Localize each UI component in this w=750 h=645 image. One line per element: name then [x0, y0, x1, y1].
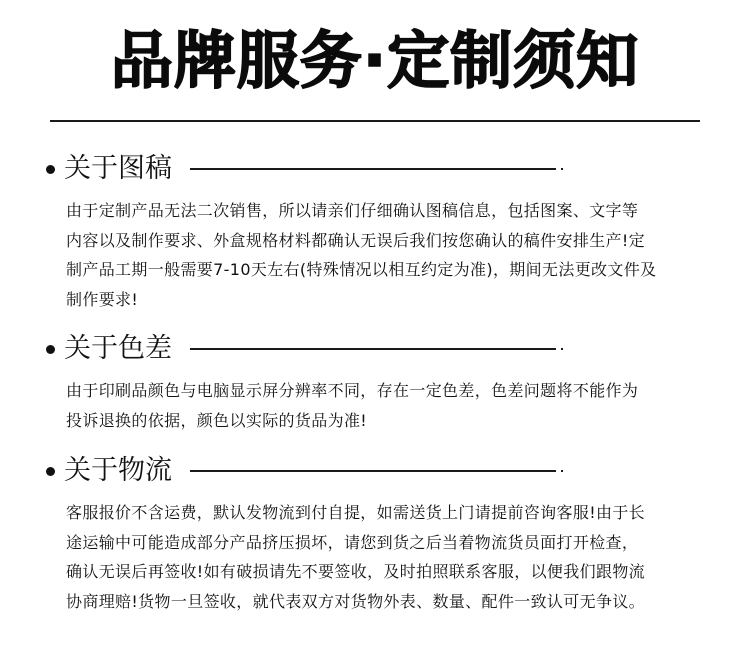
section-divider-dot — [561, 470, 563, 472]
body-line: 投诉退换的依据，颜色以实际的货品为准! — [66, 410, 368, 430]
body-line: 制产品工期一般需要7-10天左右(特殊情况以相互约定为准)，期间无法更改文件及 — [66, 260, 657, 279]
body-line: 途运输中可能造成部分产品挤压损坏，请您到货之后当着物流货员面打开检查， — [66, 532, 639, 552]
bullet-icon — [46, 165, 55, 174]
page-title: 品牌服务·定制须知 — [110, 24, 640, 97]
section-divider — [190, 470, 556, 472]
section-title: 关于物流 — [64, 455, 172, 486]
title-divider — [50, 120, 700, 122]
body-line: 内容以及制作要求、外盒规格材料都确认无误后我们按您确认的稿件安排生产!定 — [66, 230, 646, 250]
section-divider-dot — [561, 348, 563, 350]
section-divider — [190, 348, 556, 350]
section-header — [46, 453, 172, 489]
section-body — [66, 196, 716, 314]
section-body — [66, 498, 716, 616]
section-header — [46, 331, 172, 367]
bullet-icon — [46, 345, 55, 354]
section-divider-dot — [561, 168, 563, 170]
section-header — [46, 151, 172, 187]
section-body — [66, 376, 716, 435]
section-divider — [190, 168, 556, 170]
section-title: 关于色差 — [64, 333, 172, 364]
body-line: 由于定制产品无法二次销售，所以请亲们仔细确认图稿信息，包括图案、文字等 — [66, 201, 639, 220]
body-line: 客服报价不含运费，默认发物流到付自提，如需送货上门请提前咨询客服!由于长 — [66, 503, 646, 522]
body-line: 制作要求! — [66, 289, 139, 309]
section-title: 关于图稿 — [64, 153, 172, 184]
body-line: 由于印刷品颜色与电脑显示屏分辨率不同，存在一定色差，色差问题将不能作为 — [66, 381, 639, 400]
body-line: 确认无误后再签收!如有破损请先不要签收，及时拍照联系客服，以便我们跟物流 — [66, 562, 646, 581]
body-line: 协商理赔!货物一旦签收，就代表双方对货物外表、数量、配件一致认可无争议。 — [66, 591, 646, 611]
bullet-icon — [46, 467, 55, 476]
